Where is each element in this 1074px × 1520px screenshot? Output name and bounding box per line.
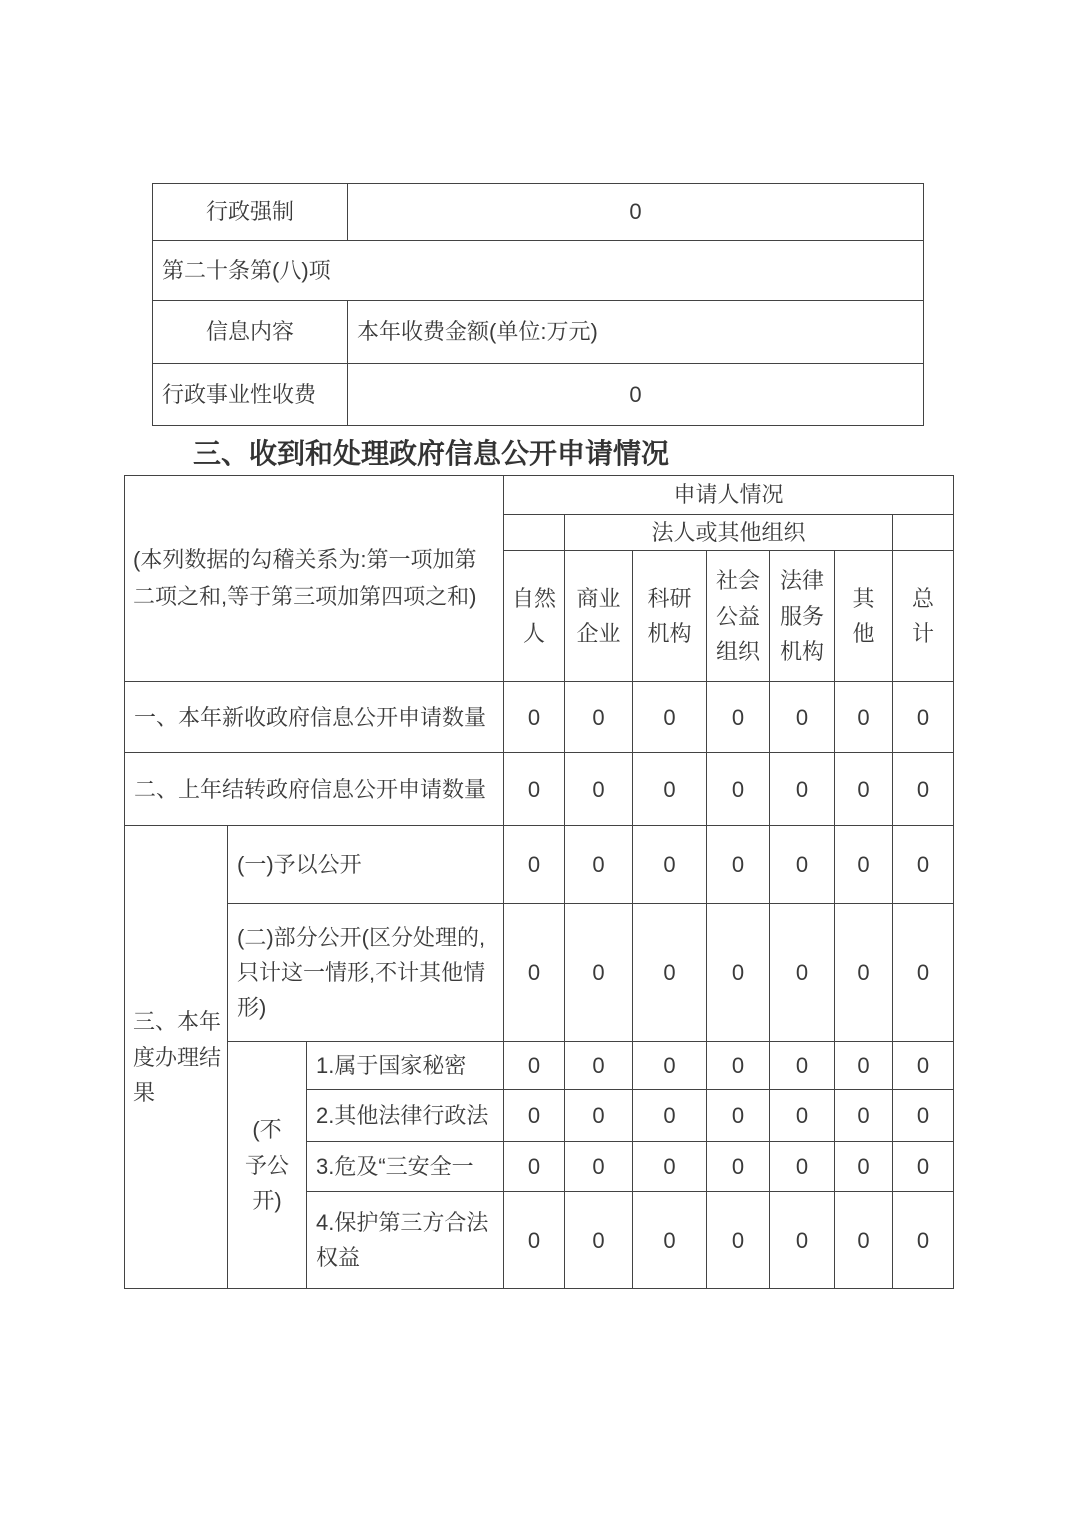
value-cell: 0	[707, 682, 770, 753]
value-cell: 0	[565, 1192, 633, 1289]
value-cell: 0	[835, 1192, 893, 1289]
fees-row-value: 0	[348, 184, 924, 241]
value-cell: 0	[835, 753, 893, 826]
value-cell: 0	[770, 1042, 835, 1090]
value-cell: 0	[633, 1192, 707, 1289]
value-cell: 0	[504, 1090, 565, 1142]
value-cell: 0	[835, 904, 893, 1042]
value-cell: 0	[707, 826, 770, 904]
value-cell: 0	[633, 826, 707, 904]
col-header-social-welfare-org: 社会公益组织	[707, 551, 770, 682]
value-cell: 0	[633, 1142, 707, 1192]
value-cell: 0	[835, 826, 893, 904]
fees-row-value: 本年收费金额(单位:万元)	[348, 301, 924, 364]
subsection-label-not-disclosed: (不予公开)	[228, 1042, 307, 1289]
value-cell: 0	[893, 1192, 954, 1289]
value-cell: 0	[504, 753, 565, 826]
subsection-label-partially-granted: (二)部分公开(区分处理的,只计这一情形,不计其他情形)	[228, 904, 504, 1042]
item-label-endanger-security: 3.危及“三安全一	[307, 1142, 504, 1192]
value-cell: 0	[893, 1090, 954, 1142]
value-cell: 0	[565, 682, 633, 753]
value-cell: 0	[504, 826, 565, 904]
header-applicant-type: 申请人情况	[504, 476, 954, 515]
value-cell: 0	[707, 1142, 770, 1192]
section-label-annual-results: 三、本年度办理结果	[125, 826, 228, 1289]
value-cell: 0	[565, 753, 633, 826]
value-cell: 0	[633, 1042, 707, 1090]
item-label-state-secret: 1.属于国家秘密	[307, 1042, 504, 1090]
table-row	[125, 904, 954, 1042]
fees-row-label: 行政强制	[153, 184, 348, 241]
empty-header-cell	[504, 515, 565, 551]
reconciliation-note-cell: (本列数据的勾稽关系为:第一项加第二项之和,等于第三项加第四项之和)	[125, 476, 504, 682]
col-header-commercial-enterprise: 商业企业	[565, 551, 633, 682]
value-cell: 0	[770, 904, 835, 1042]
table-row	[125, 476, 954, 515]
item-label-third-party-rights: 4.保护第三方合法权益	[307, 1192, 504, 1289]
value-cell: 0	[893, 826, 954, 904]
table-row	[153, 184, 924, 241]
value-cell: 0	[633, 682, 707, 753]
fees-row-label: 行政事业性收费	[153, 364, 348, 426]
value-cell: 0	[565, 1090, 633, 1142]
value-cell: 0	[707, 753, 770, 826]
value-cell: 0	[835, 1090, 893, 1142]
col-header-other: 其他	[835, 551, 893, 682]
subsection-label-granted: (一)予以公开	[228, 826, 504, 904]
col-header-research-institution: 科研机构	[633, 551, 707, 682]
value-cell: 0	[565, 904, 633, 1042]
value-cell: 0	[707, 1090, 770, 1142]
header-legal-entities-group: 法人或其他组织	[565, 515, 893, 551]
value-cell: 0	[770, 1192, 835, 1289]
applications-table	[124, 475, 954, 1289]
fees-row-label: 信息内容	[153, 301, 348, 364]
value-cell: 0	[707, 1042, 770, 1090]
row-label-new-applications: 一、本年新收政府信息公开申请数量	[125, 682, 504, 753]
value-cell: 0	[893, 1042, 954, 1090]
value-cell: 0	[893, 1142, 954, 1192]
row-label-carried-over-applications: 二、上年结转政府信息公开申请数量	[125, 753, 504, 826]
value-cell: 0	[504, 1142, 565, 1192]
table-row	[125, 826, 954, 904]
value-cell: 0	[504, 904, 565, 1042]
value-cell: 0	[565, 1142, 633, 1192]
table-row	[125, 1042, 954, 1090]
value-cell: 0	[633, 904, 707, 1042]
fees-row-value: 0	[348, 364, 924, 426]
value-cell: 0	[770, 682, 835, 753]
value-cell: 0	[504, 682, 565, 753]
fees-table	[152, 183, 924, 426]
table-row	[125, 753, 954, 826]
value-cell: 0	[565, 1042, 633, 1090]
value-cell: 0	[770, 1090, 835, 1142]
value-cell: 0	[707, 904, 770, 1042]
table-row	[125, 682, 954, 753]
col-header-total: 总计	[893, 551, 954, 682]
value-cell: 0	[565, 826, 633, 904]
col-header-legal-service-org: 法律服务机构	[770, 551, 835, 682]
value-cell: 0	[633, 753, 707, 826]
value-cell: 0	[893, 904, 954, 1042]
value-cell: 0	[770, 753, 835, 826]
value-cell: 0	[633, 1090, 707, 1142]
section-heading: 三、收到和处理政府信息公开申请情况	[193, 438, 670, 469]
value-cell: 0	[835, 1142, 893, 1192]
value-cell: 0	[770, 826, 835, 904]
item-label-other-laws: 2.其他法律行政法	[307, 1090, 504, 1142]
value-cell: 0	[835, 682, 893, 753]
value-cell: 0	[504, 1192, 565, 1289]
table-row	[153, 241, 924, 301]
value-cell: 0	[504, 1042, 565, 1090]
table-row	[153, 364, 924, 426]
value-cell: 0	[770, 1142, 835, 1192]
table-row	[153, 301, 924, 364]
fees-section-cell: 第二十条第(八)项	[153, 241, 924, 301]
value-cell: 0	[893, 753, 954, 826]
value-cell: 0	[835, 1042, 893, 1090]
empty-header-cell	[893, 515, 954, 551]
col-header-natural-person: 自然人	[504, 551, 565, 682]
value-cell: 0	[707, 1192, 770, 1289]
value-cell: 0	[893, 682, 954, 753]
